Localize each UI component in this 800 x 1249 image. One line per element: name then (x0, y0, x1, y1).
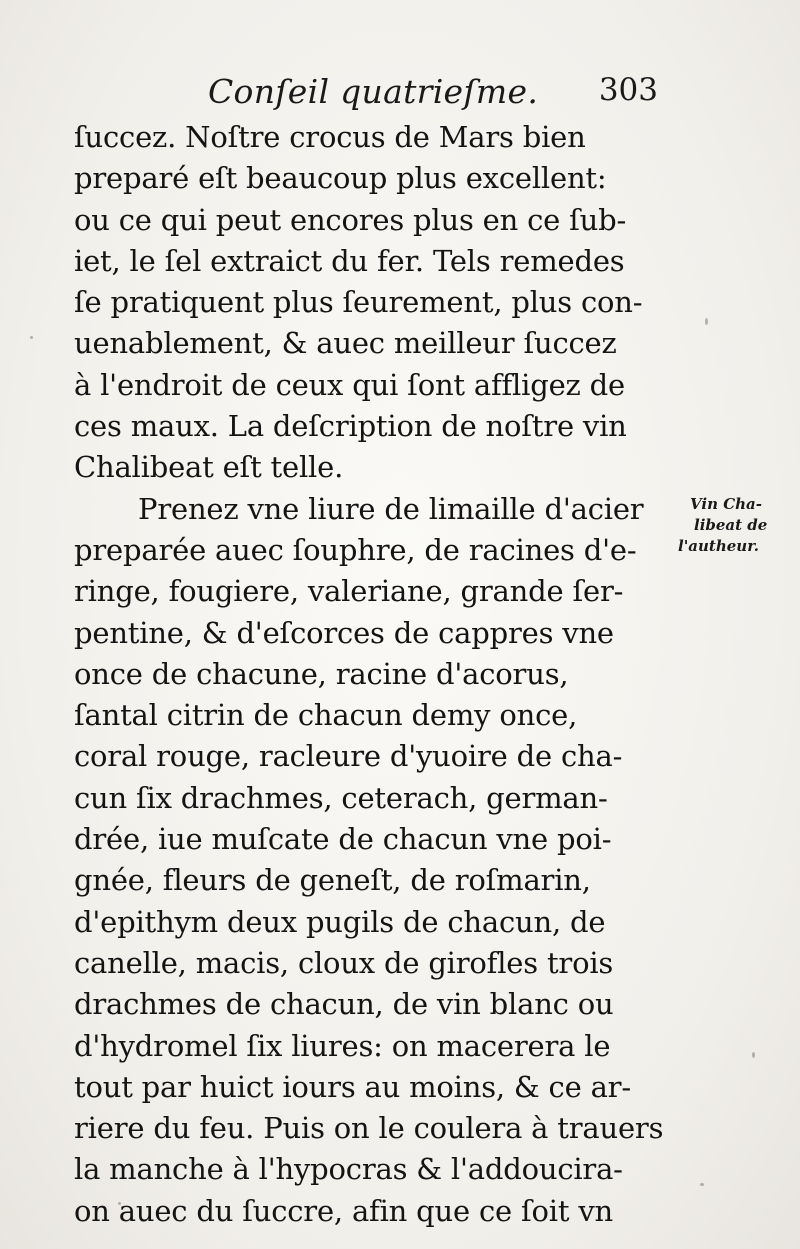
marginal-note-line: Vin Cha- (690, 495, 762, 513)
text-line: ſuccez. Noſtre crocus de Mars bien (74, 120, 586, 154)
paper-speck (118, 1202, 121, 1205)
paper-speck (700, 1183, 704, 1186)
marginal-note-line: libeat de (694, 516, 768, 534)
marginal-note (672, 494, 782, 557)
text-line: once de chacune, racine d'acorus, (74, 656, 569, 691)
paragraph-start-line: Prenez vne liure de limaille d'acier (138, 491, 644, 526)
text-line: d'hydromel ſix liures: on macerera le (74, 1028, 611, 1063)
text-line: ringe, fougiere, valeriane, grande ſer- (74, 574, 624, 609)
text-line: coral rouge, racleure d'yuoire de cha- (74, 739, 623, 774)
text-line: preparé eſt beaucoup plus excellent: (74, 161, 607, 196)
text-line: ſe pratiquent plus ſeurement, plus con- (74, 285, 643, 320)
text-line: ou ce qui peut encores plus en ce ſub- (74, 202, 627, 237)
text-line: d'epithym deux pugils de chacun, de (74, 904, 606, 939)
text-line: uenablement, & auec meilleur ſuccez (74, 326, 617, 361)
page-number: 303 (598, 72, 658, 108)
body-text (74, 117, 674, 1232)
paper-speck (752, 1052, 755, 1058)
text-line: drée, iue muſcate de chacun vne poi- (74, 822, 612, 857)
paper-speck (705, 318, 708, 325)
text-line: drachmes de chacun, de vin blanc ou (74, 987, 614, 1022)
text-line: pentine, & d'eſcorces de cappres vne (74, 615, 614, 650)
text-line: canelle, macis, cloux de girofles trois (74, 945, 614, 980)
text-line: iet, le ſel extraict du fer. Tels remedes (74, 243, 625, 278)
text-line: ces maux. La deſcription de noſtre vin (74, 409, 627, 444)
text-line: ſantal citrin de chacun demy once, (74, 698, 578, 733)
text-line: gnée, fleurs de geneſt, de roſmarin, (74, 863, 591, 898)
running-head-title: Conſeil quatrieſme. (208, 72, 539, 111)
running-head (208, 72, 658, 116)
text-line: la manche à l'hypocras & l'addoucira- (74, 1152, 623, 1187)
text-line: cun ſix drachmes, ceterach, german- (74, 780, 608, 815)
text-line: preparée auec ſouphre, de racines d'e- (74, 532, 637, 567)
text-line: riere du feu. Puis on le coulera à trauers (74, 1111, 664, 1146)
paper-speck (30, 336, 33, 339)
text-line: tout par huict iours au moins, & ce ar- (74, 1069, 631, 1104)
text-line: à l'endroit de ceux qui ſont affligez de (74, 367, 625, 402)
text-line: Chalibeat eſt telle. (74, 450, 344, 485)
text-line: on auec du ſuccre, afin que ce ſoit vn (74, 1193, 613, 1228)
marginal-note-line: l'autheur. (678, 537, 759, 555)
